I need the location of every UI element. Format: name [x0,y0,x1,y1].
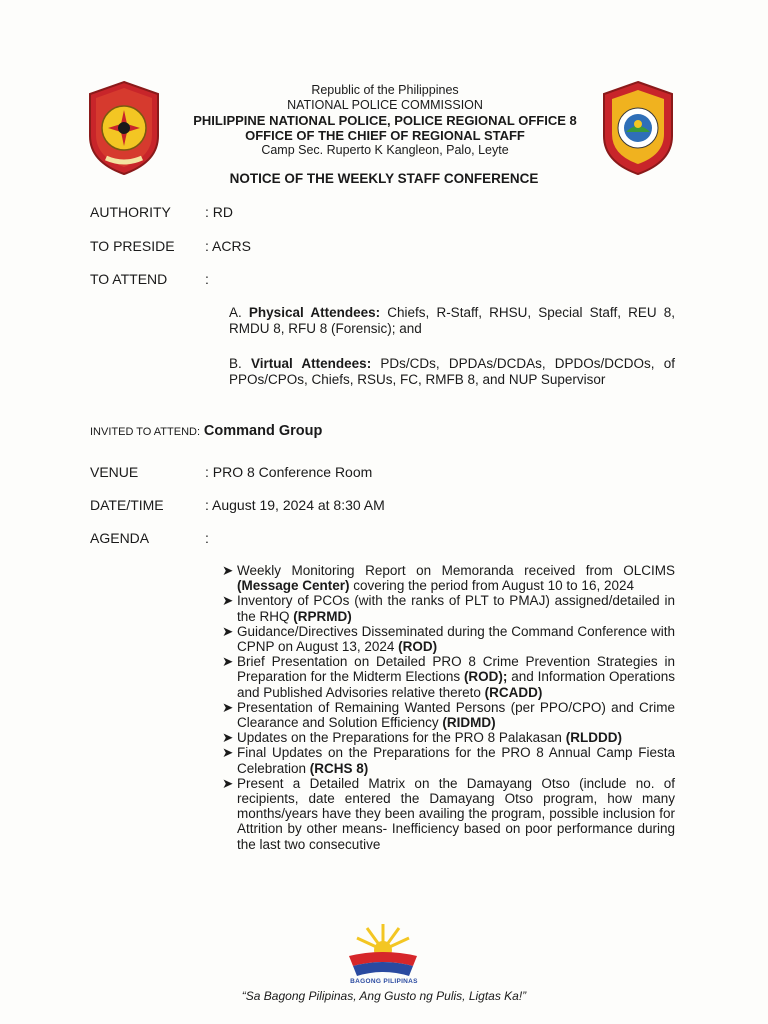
agenda-item: ➤ Present a Detailed Matrix on the Damayang Otso (include no. of recipients, date entered the Damayang Otso program, how many months/years have they been availing the program, possible inclusion for Attrition by other means- Inefficiency based on poor performance during the last two consecutive [222,775,675,852]
arrow-bullet-icon: ➤ [222,775,234,791]
authority-field [90,204,233,220]
slogan: “Sa Bagong Pilipinas, Ang Gusto ng Pulis, Ligtas Ka!” [241,989,527,1003]
arrow-bullet-icon: ➤ [222,699,234,715]
arrow-bullet-icon: ➤ [222,593,234,609]
preside-value: : ACRS [205,238,251,254]
agenda-list [222,563,675,852]
attend-value: : [205,271,209,287]
invited-value: Command Group [203,423,323,439]
agenda-item: ➤ Brief Presentation on Detailed PRO 8 Crime Prevention Strategies in Preparation for the Midterm Elections (ROD); and Information Operations and Published Advisories relative thereto (RCADD) [222,654,675,700]
venue-value: : PRO 8 Conference Room [205,464,373,480]
physical-label: Physical Attendees: [248,305,381,320]
letterhead [160,83,610,158]
physical-text: Chiefs, R-Staff, RHSU, Special Staff, REU 8, RMDU 8, RFU 8 (Forensic); and [229,305,675,336]
arrow-bullet-icon: ➤ [222,745,234,761]
notice-title: NOTICE OF THE WEEKLY STAFF CONFERENCE [229,171,539,186]
agenda-item: ➤ Updates on the Preparations for the PRO 8 Palakasan (RLDDD) [222,730,622,746]
datetime-field [90,497,385,513]
venue-field [90,464,372,480]
agenda-item: ➤ Final Updates on the Preparations for the PRO 8 Annual Camp Fiesta Celebration (RCHS 8) [222,745,675,776]
venue-label: VENUE [90,464,139,480]
datetime-value: : August 19, 2024 at 8:30 AM [205,497,385,513]
virtual-prefix: B. [229,356,242,371]
office-line: PHILIPPINE NATIONAL POLICE, POLICE REGIONAL OFFICE 8 [193,113,577,128]
agenda-label: AGENDA [90,530,150,546]
attend-label: TO ATTEND [90,271,168,287]
commission-line: NATIONAL POLICE COMMISSION [287,98,483,112]
arrow-bullet-icon: ➤ [222,654,234,670]
invited-field [90,422,322,439]
preside-label: TO PRESIDE [90,238,175,254]
agenda-value: : [205,530,209,546]
preside-field [90,238,251,254]
agenda-item: ➤ Guidance/Directives Disseminated during the Command Conference with CPNP on August 13, 2024 (ROD) [222,623,675,655]
datetime-label: DATE/TIME [90,497,164,513]
arrow-bullet-icon: ➤ [222,730,234,746]
bagong-pilipinas-text: BAGONG PILIPINAS [350,978,418,985]
virtual-text: PDs/CDs, DPDAs/DCDAs, DPDOs/DCDOs, of PPOs/CPOs, Chiefs, RSUs, FC, RMFB 8, and NUP Supervisor [229,356,675,387]
pnp-seal-logo [84,80,164,176]
virtual-label: Virtual Attendees: [250,356,372,371]
pro8-seal-logo [598,80,678,176]
arrow-bullet-icon: ➤ [222,623,234,639]
attend-field [90,271,209,287]
agenda-item: ➤ Presentation of Remaining Wanted Persons (per PPO/CPO) and Crime Clearance and Solution Efficiency (RIDMD) [222,699,675,731]
sub-office-line: OFFICE OF THE CHIEF OF REGIONAL STAFF [245,128,525,143]
republic-line: Republic of the Philippines [311,83,459,97]
authority-value: : RD [205,204,233,220]
agenda-item: ➤ Weekly Monitoring Report on Memoranda received from OLCIMS (Message Center) covering the period from August 10 to 16, 2024 [222,563,675,594]
invited-label: INVITED TO ATTEND: [90,426,201,438]
virtual-attendees [229,356,675,388]
address-line: Camp Sec. Ruperto K Kangleon, Palo, Leyte [261,143,509,157]
arrow-bullet-icon: ➤ [222,563,234,578]
agenda-field [90,530,209,546]
agenda-item: ➤ Inventory of PCOs (with the ranks of PLT to PMAJ) assigned/detailed in the RHQ (RPRMD) [222,593,675,624]
physical-attendees [229,305,675,337]
physical-prefix: A. [229,305,242,320]
authority-label: AUTHORITY [90,204,171,220]
